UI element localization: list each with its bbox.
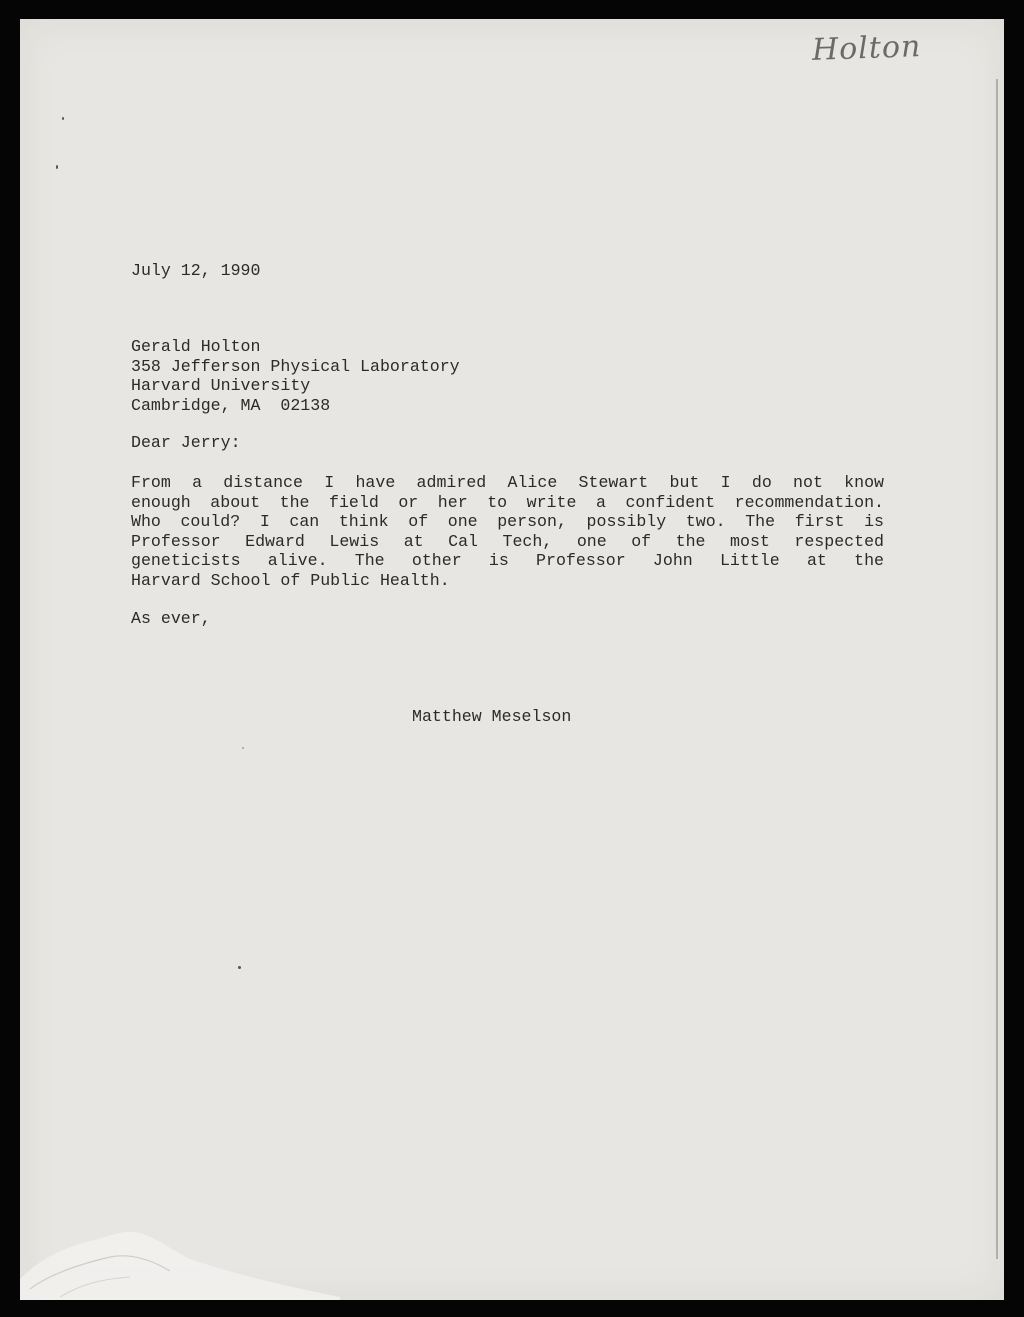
paper-tear <box>20 1219 340 1300</box>
letter-page <box>20 19 1004 1300</box>
body-line: Professor Edward Lewis at Cal Tech, one of the most respected <box>131 531 884 551</box>
recipient-name: Gerald Holton <box>131 337 261 356</box>
body-line: enough about the field or her to write a confident recommendation. <box>131 492 884 512</box>
closing: As ever, <box>131 609 211 628</box>
recipient-address-line-3: Cambridge, MA 02138 <box>131 395 331 415</box>
paper-speck <box>238 966 241 969</box>
paper-speck <box>62 117 64 120</box>
recipient-address-line-1: 358 Jefferson Physical Laboratory <box>131 356 460 376</box>
salutation: Dear Jerry: <box>131 433 241 452</box>
letter-date: July 12, 1990 <box>131 261 261 280</box>
body-line: Who could? I can think of one person, possibly two. The first is <box>131 512 884 531</box>
body-line: Harvard School of Public Health. <box>131 570 450 590</box>
recipient-address <box>131 337 460 415</box>
body-line: From a distance I have admired Alice Stewart but I do not know <box>131 473 884 492</box>
signature-name: Matthew Meselson <box>412 707 572 726</box>
paper-speck <box>242 747 244 749</box>
paper-speck <box>56 165 58 169</box>
body-line: geneticists alive. The other is Professor John Little at the <box>131 551 884 570</box>
handwritten-annotation: Holton <box>811 29 922 68</box>
letter-body <box>131 473 884 590</box>
page-edge <box>996 79 998 1259</box>
recipient-address-line-2: Harvard University <box>131 376 311 395</box>
